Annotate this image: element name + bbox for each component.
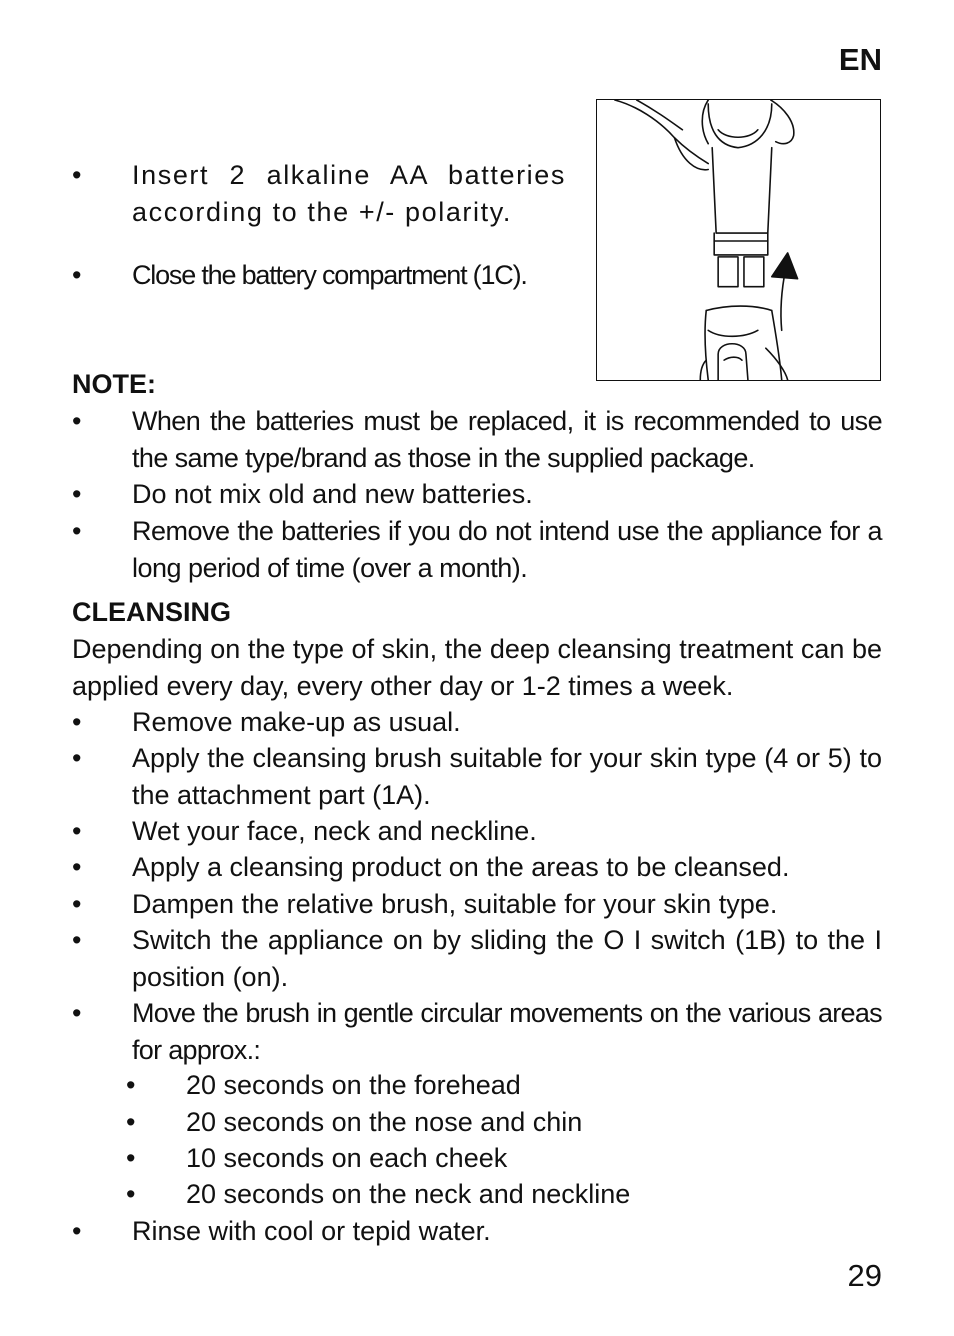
- battery-compartment-illustration: [596, 99, 881, 381]
- cleansing-heading: CLEANSING: [72, 597, 232, 627]
- note-item-2: Do not mix old and new batteries.: [132, 479, 533, 509]
- bullet-marker: •: [72, 889, 82, 919]
- sub-item-forehead: 20 seconds on the forehead: [186, 1070, 521, 1100]
- bullet-marker: •: [72, 998, 82, 1028]
- bullet-marker: •: [72, 479, 82, 509]
- bullet-marker: •: [126, 1070, 136, 1100]
- battery-illustration-icon: [597, 100, 880, 380]
- cleansing-item-7: Move the brush in gentle circular movements on the various areas for approx.:: [132, 998, 882, 1065]
- bullet-marker: •: [72, 1216, 82, 1246]
- cleansing-item-4: Apply a cleansing product on the areas to be cleansed.: [132, 852, 790, 882]
- cleansing-final-item: Rinse with cool or tepid water.: [132, 1216, 491, 1246]
- cleansing-intro: Depending on the type of skin, the deep cleansing treatment can be applied every day, every other day or 1-2 times a week.: [72, 634, 882, 701]
- cleansing-item-6: Switch the appliance on by sliding the O I switch (1B) to the I position (on).: [132, 925, 882, 992]
- bullet-marker: •: [72, 516, 82, 546]
- bullet-marker: •: [126, 1179, 136, 1209]
- cleansing-item-3: Wet your face, neck and neckline.: [132, 816, 537, 846]
- sub-item-neck: 20 seconds on the neck and neckline: [186, 1179, 631, 1209]
- bullet-marker: •: [72, 160, 82, 190]
- bullet-marker: •: [72, 743, 82, 773]
- note-item-3: Remove the batteries if you do not intend use the appliance for a long period of time (over a month).: [132, 516, 882, 583]
- note-heading: NOTE:: [72, 369, 156, 399]
- language-code: EN: [838, 42, 882, 77]
- bullet-marker: •: [72, 406, 82, 436]
- intro-bullet-2: Close the battery compartment (1C).: [132, 260, 527, 290]
- note-item-1: When the batteries must be replaced, it is recommended to use the same type/brand as those in the supplied package.: [132, 406, 882, 473]
- sub-item-nose-chin: 20 seconds on the nose and chin: [186, 1107, 583, 1137]
- sub-item-cheek: 10 seconds on each cheek: [186, 1143, 508, 1173]
- cleansing-item-5: Dampen the relative brush, suitable for your skin type.: [132, 889, 778, 919]
- bullet-marker: •: [72, 816, 82, 846]
- bullet-marker: •: [72, 852, 82, 882]
- bullet-marker: •: [126, 1107, 136, 1137]
- page-number: 29: [847, 1258, 882, 1293]
- bullet-marker: •: [126, 1143, 136, 1173]
- bullet-marker: •: [72, 925, 82, 955]
- bullet-marker: •: [72, 707, 82, 737]
- cleansing-item-2: Apply the cleansing brush suitable for your skin type (4 or 5) to the attachment part (1A).: [132, 743, 882, 810]
- intro-bullet-1: Insert 2 alkaline AA batteries according to the +/- polarity.: [132, 160, 566, 227]
- cleansing-item-1: Remove make-up as usual.: [132, 707, 461, 737]
- bullet-marker: •: [72, 260, 82, 290]
